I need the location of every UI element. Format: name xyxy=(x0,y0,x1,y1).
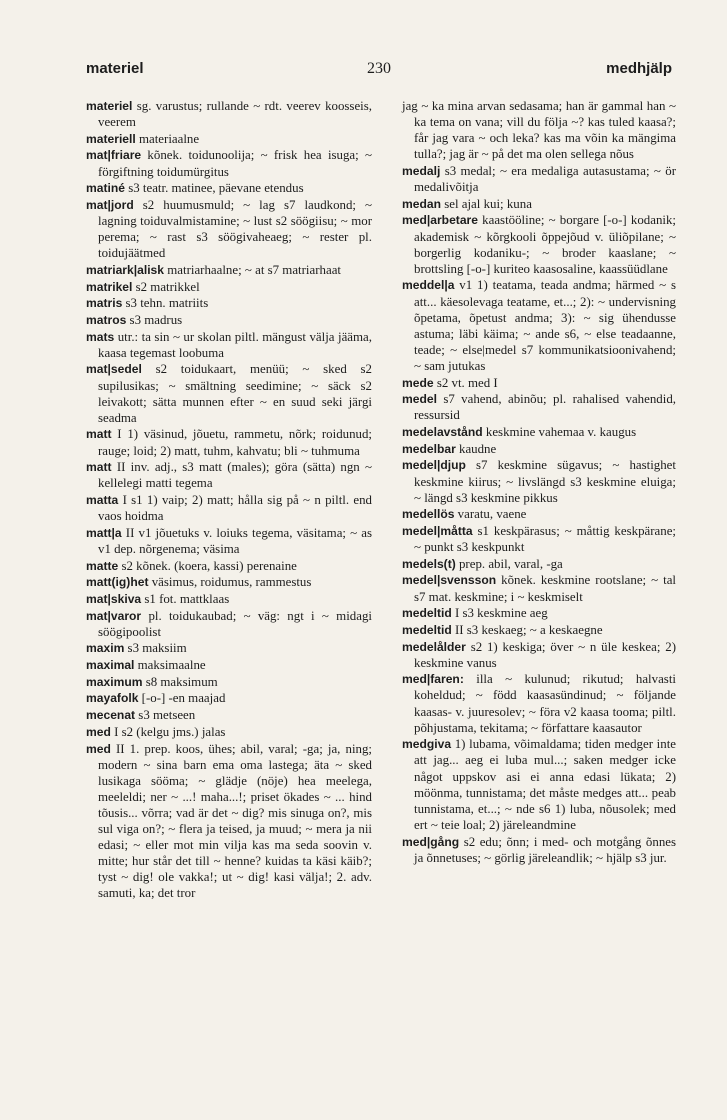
dictionary-entry xyxy=(86,262,372,278)
entry-headword: medan xyxy=(402,196,441,211)
entry-definition: kaudne xyxy=(455,441,497,456)
dictionary-entry xyxy=(402,163,676,195)
dictionary-entry xyxy=(402,736,676,833)
dictionary-entry xyxy=(86,591,372,607)
entry-definition: s7 keskmine sügavus; ~ hastighet keskmine kiirus; ~ livslängd s3 keskmine eluiga; ~ längd s3 keskmine pikkus xyxy=(414,458,676,505)
entry-headword: matris xyxy=(86,296,123,311)
entry-headword: matt xyxy=(86,460,112,475)
entry-headword: medellös xyxy=(402,507,455,522)
dictionary-entry xyxy=(402,671,676,735)
entry-definition: I 1) väsinud, jõuetu, rammetu, nõrk; roidunud; rauge; loid; 2) matt, tuhm, kahvatu; bli ~ tuhmuma xyxy=(98,427,372,458)
entry-definition: s2 kõnek. (koera, kassi) perenaine xyxy=(118,558,297,573)
dictionary-entry xyxy=(86,657,372,673)
entry-definition: II inv. adj., s3 matt (males); göra (sätta) ngn ~ kellelegi matti tegema xyxy=(98,460,372,491)
entry-headword: mayafolk xyxy=(86,691,139,706)
entry-definition: matriarhaalne; ~ at s7 matriarhaat xyxy=(164,262,341,277)
dictionary-entry xyxy=(86,180,372,196)
entry-definition: s2 toidukaart, menüü; ~ sked s2 supilusikas; ~ smältning seedimine; ~ säck s2 leivakott; sätta munnen efter ~ en suud seki järgi seadma xyxy=(98,362,372,425)
dictionary-entry xyxy=(86,707,372,723)
dictionary-entry xyxy=(86,724,372,740)
entry-definition: s1 keskpärasus; ~ måttig keskpärane; ~ punkt s3 keskpunkt xyxy=(414,523,676,555)
entry-definition: s1 fot. mattklaas xyxy=(141,591,230,606)
entry-definition: II s3 keskaeg; ~ a keskaegne xyxy=(451,622,603,637)
dictionary-entry xyxy=(402,391,676,423)
entry-definition: keskmine vahemaa v. kaugus xyxy=(482,425,637,440)
entry-headword: matiné xyxy=(86,181,125,196)
entry-definition: s2 matrikkel xyxy=(132,279,200,294)
entry-headword: materiell xyxy=(86,131,136,146)
entry-headword: maximum xyxy=(86,674,143,689)
dictionary-entry xyxy=(402,212,676,276)
entry-headword: matt xyxy=(86,427,112,442)
dictionary-entry xyxy=(86,197,372,261)
header-right-guide-word: medhjälp xyxy=(606,60,672,77)
entry-headword: medel xyxy=(402,392,437,407)
entry-definition: illa ~ kulunud; rikutud; halvasti koheldud; ~ född kaasasündinud; ~ följande kaasas- v. juuresolev; ~ föra v2 kaasa tooma; piltl. põhjustama, tekitama; ~ författare kaasautor xyxy=(414,672,676,735)
entry-definition: väsimus, roidumus, rammestus xyxy=(148,575,312,590)
entry-definition: II 1. prep. koos, ühes; abil, varal; -ga; ja, ning; modern ~ sina barn ema oma lastega; äta ~ sked lusikaga sööma; ~ glädje (nöje) hea meelega, meeleldi; ner ~ ...! maha...!; priset ökades ~ ... hind tõusis... võrra; vad är det ~ dig? mis sinuga on?, mis sul viga on?; ~ flera ja teised, ja muud; ~ mera ja nii edasi; ~ eller mot min vilja kas ma seda soovin v. mitte; hur står det till ~ henne? kuidas ta käsi käib?; tyst ~ dig! ole vakka!; ut ~ dig! kasi välja!; 2. adv. samuti, ka; det tror xyxy=(98,741,372,901)
entry-headword: matt(ig)het xyxy=(86,575,149,590)
dictionary-entry xyxy=(402,196,676,212)
entry-definition: utr.: ta sin ~ ur skolan piltl. mängust välja jääma, kaasa tegemast loobuma xyxy=(98,329,372,360)
dictionary-entry xyxy=(86,329,372,361)
left-column xyxy=(86,98,372,902)
entry-headword: mats xyxy=(86,329,115,344)
entry-definition: jag ~ ka mina arvan sedasama; han är gammal han ~ ka tema on vana; vill du följa ~? kas tuled kaasa?; får jag vara ~ och leka? kas ma võin ka mängima tulla?; jag är ~ på det ma olen sellega nõus xyxy=(402,99,676,162)
dictionary-entry xyxy=(402,457,676,505)
entry-headword: medgiva xyxy=(402,737,452,752)
dictionary-entry xyxy=(402,506,676,522)
entry-headword: materiel xyxy=(86,99,133,113)
header-left-guide-word: materiel xyxy=(86,60,144,77)
dictionary-entry xyxy=(86,426,372,458)
entry-definition: s3 tehn. matriits xyxy=(122,296,209,311)
entry-headword: mecenat xyxy=(86,708,136,723)
dictionary-entry xyxy=(402,572,676,604)
entry-definition: I s3 keskmine aeg xyxy=(451,606,548,621)
entry-definition: pl. toidukaubad; ~ väg: ngt i ~ midagi söögipoolist xyxy=(98,608,372,639)
dictionary-entry xyxy=(86,312,372,328)
entry-definition: s2 1) keskiga; över ~ n üle keskea; 2) keskmine vanus xyxy=(414,639,676,670)
entry-headword: med|gång xyxy=(402,834,460,849)
dictionary-entry xyxy=(86,131,372,147)
entry-headword: medel|djup xyxy=(402,458,466,473)
entry-definition: materiaalne xyxy=(135,131,200,146)
entry-definition: prep. abil, varal, -ga xyxy=(455,556,563,571)
entry-definition: kõnek. toidunoolija; ~ frisk hea isuga; ~ förgiftning toidumürgitus xyxy=(98,148,372,179)
dictionary-entry xyxy=(402,98,676,162)
entry-definition: s3 metseen xyxy=(135,708,196,723)
dictionary-entry xyxy=(402,556,676,572)
dictionary-entry xyxy=(86,492,372,524)
entry-headword: medelålder xyxy=(402,639,466,654)
entry-headword: medel|måtta xyxy=(402,523,473,538)
entry-definition: s2 vt. med I xyxy=(433,375,498,390)
entry-definition: s2 huumusmuld; ~ lag s7 laudkond; ~ lagning toiduvalmistamine; ~ lust s2 söögiisu; ~ mor perema; ~ rast s3 söögivaheaeg; ~ rester pl. toidujäätmed xyxy=(98,197,372,261)
dictionary-entry xyxy=(402,277,676,374)
entry-headword: matte xyxy=(86,558,119,573)
entry-definition: sel ajal kui; kuna xyxy=(440,196,532,211)
entry-headword: mat|friare xyxy=(86,148,142,163)
entry-definition: 1) lubama, võimaldama; tiden medger inte att jag... aeg ei luba mul...; saken medger icke något uppskov asi ei anna edasi lükata; 2) möönma, tunnistama; det måste medges att... peab tunnistama, et...; ~ nde s6 1) luba, nõusolek; med ert ~ teie loal; 2) järeleandmine xyxy=(414,737,676,832)
dictionary-entry xyxy=(86,147,372,179)
entry-definition: maksimaalne xyxy=(134,658,206,673)
entry-headword: mat|jord xyxy=(86,197,134,212)
entry-headword: matta xyxy=(86,492,119,507)
right-column xyxy=(402,98,676,866)
dictionary-entry xyxy=(86,690,372,706)
dictionary-entry xyxy=(86,558,372,574)
dictionary-entry xyxy=(402,441,676,457)
entry-headword: maximal xyxy=(86,658,135,673)
entry-definition: kõnek. keskmine rootslane; ~ tal s7 mat. keskmine; i ~ keskmiselt xyxy=(414,573,676,604)
entry-headword: med|faren: xyxy=(402,672,464,687)
entry-headword: mede xyxy=(402,375,434,390)
dictionary-entry xyxy=(402,424,676,440)
entry-definition: sg. varustus; rullande ~ rdt. veerev koosseis, veerem xyxy=(98,99,372,130)
dictionary-entry xyxy=(402,834,676,866)
entry-headword: med xyxy=(86,724,111,739)
entry-headword: mat|skiva xyxy=(86,591,142,606)
entry-headword: medeltid xyxy=(402,606,452,621)
entry-definition: s3 medal; ~ era medaliga autasustama; ~ ör medalivõitja xyxy=(414,163,676,195)
entry-definition: kaastööline; ~ borgare [-o-] kodanik; akademisk ~ kõrgkooli õppejõud v. üliõpilane; ~ borgerlig kodaniku-; ~ broder kaaslane; ~ brottsling [-o-] kuriteo kaasosaline, kaassüüdlane xyxy=(414,213,676,276)
entry-headword: mat|varor xyxy=(86,608,142,623)
entry-headword: medeltid xyxy=(402,622,452,637)
entry-definition: s3 maksiim xyxy=(124,641,187,656)
dictionary-entry xyxy=(402,622,676,638)
entry-definition: varatu, vaene xyxy=(454,507,527,522)
entry-headword: medelavstånd xyxy=(402,425,483,440)
entry-definition: II v1 jõuetuks v. loiuks tegema, väsitama; ~ as v1 dep. nõrgenema; väsima xyxy=(98,525,372,556)
entry-headword: mat|sedel xyxy=(86,362,142,377)
entry-headword: med|arbetare xyxy=(402,213,478,228)
entry-headword: matt|a xyxy=(86,525,122,540)
entry-definition: s2 edu; õnn; i med- och motgång õnnes ja õnnetuses; ~ görlig järeleandlik; ~ hjälp s3 jur. xyxy=(414,834,676,865)
entry-headword: matrikel xyxy=(86,279,133,294)
entry-headword: medalj xyxy=(402,163,441,178)
dictionary-entry xyxy=(402,375,676,391)
dictionary-entry xyxy=(86,459,372,491)
page-number: 230 xyxy=(367,60,391,77)
page-header xyxy=(86,58,672,82)
dictionary-entry xyxy=(86,574,372,590)
entry-headword: maxim xyxy=(86,641,125,656)
dictionary-entry xyxy=(402,523,676,555)
entry-headword: medel|svensson xyxy=(402,573,497,588)
dictionary-entry xyxy=(86,279,372,295)
entry-headword: medels(t) xyxy=(402,556,456,571)
entry-definition: [-o-] -en maajad xyxy=(138,691,226,706)
dictionary-entry xyxy=(86,295,372,311)
entry-definition: I s1 1) vaip; 2) matt; hålla sig på ~ n piltl. end vaos hoidma xyxy=(98,492,372,524)
entry-definition: v1 1) teatama, teada andma; härmed ~ s att... käesolevaga teatame, et...; 2): ~ undervisning õpetama, õpetust andma; 3): ~ sig ühendusse astuma; läbi käima; ~ ande s6, ~ else teadaanne, teade; ~ else|medel s7 kommunikatsioonivahend; ~ sam jutukas xyxy=(414,278,676,373)
dictionary-entry xyxy=(402,639,676,671)
dictionary-entry xyxy=(86,361,372,425)
entry-headword: medelbar xyxy=(402,441,456,456)
dictionary-entry xyxy=(86,674,372,690)
entry-definition: s3 teatr. matinee, päevane etendus xyxy=(124,181,304,196)
entry-definition: s8 maksimum xyxy=(142,674,218,689)
entry-headword: matriark|alisk xyxy=(86,262,165,277)
dictionary-entry xyxy=(86,741,372,902)
entry-headword: med xyxy=(86,741,111,756)
entry-definition: I s2 (kelgu jms.) jalas xyxy=(110,724,226,739)
entry-headword: matros xyxy=(86,312,127,327)
dictionary-entry xyxy=(86,98,372,130)
dictionary-entry xyxy=(86,640,372,656)
entry-headword: meddel|a xyxy=(402,278,455,293)
dictionary-entry xyxy=(86,525,372,557)
entry-definition: s3 madrus xyxy=(126,312,183,327)
entry-definition: s7 vahend, abinõu; pl. rahalised vahendid, ressursid xyxy=(414,392,676,423)
dictionary-entry xyxy=(402,605,676,621)
dictionary-entry xyxy=(86,608,372,640)
